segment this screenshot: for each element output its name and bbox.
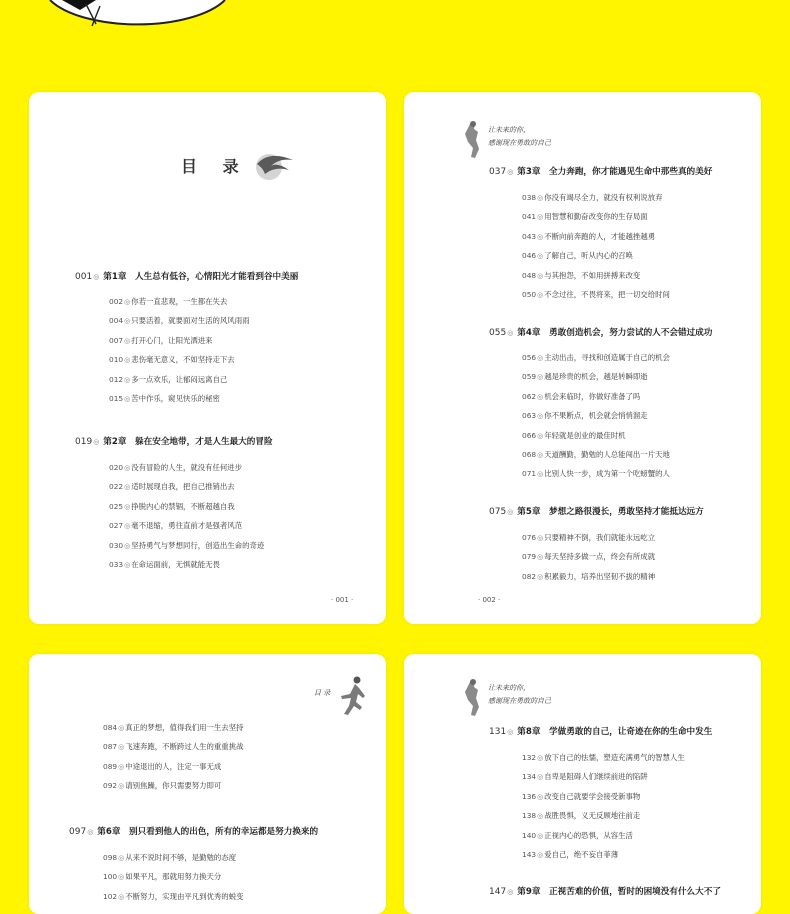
chapter-heading[interactable] [489,165,712,177]
circle-bullet-icon: ◎ [124,502,131,511]
list-item[interactable] [103,741,243,760]
circle-bullet-icon: ◎ [537,754,544,762]
circle-bullet-icon: ◎ [124,336,131,345]
item-title: 多一点欢乐，让郁闷远离自己 [131,374,228,384]
chapter-title: 第4章 勇敢创造机会，努力尝试的人不会错过成功 [517,328,713,338]
circle-bullet-icon: ◎ [118,724,125,732]
circle-bullet-icon: ◎ [93,273,100,281]
circle-bullet-icon: ◎ [537,831,544,840]
circle-bullet-icon: ◎ [537,534,544,542]
page-number: · 001 · [331,596,354,604]
circle-bullet-icon: ◎ [507,329,514,337]
circle-bullet-icon: ◎ [537,271,544,280]
list-item[interactable] [522,270,670,289]
page-number: · 002 · [478,596,501,604]
running-header-line: 目 录 [314,689,331,697]
circle-bullet-icon: ◎ [118,762,125,771]
toc-page-002 [404,92,761,624]
item-page-number: 138 [522,811,537,821]
section-list [109,462,264,578]
circle-bullet-icon: ◎ [124,541,131,550]
item-title: 悲伤毫无意义，不如坚持走下去 [131,355,235,365]
list-item[interactable] [109,335,249,354]
item-title: 用智慧和勤奋改变你的生存局面 [544,212,648,222]
chapter-page-number: 131 [489,727,507,737]
list-item[interactable] [522,449,670,468]
circle-bullet-icon: ◎ [124,464,131,472]
list-item[interactable] [103,780,243,799]
circle-bullet-icon: ◎ [124,298,131,306]
item-page-number: 033 [109,559,124,569]
item-title: 积累毅力，培养出坚韧不拔的精神 [544,571,656,581]
circle-bullet-icon: ◎ [537,450,544,459]
list-item[interactable] [109,374,249,393]
item-page-number: 076 [522,533,537,542]
item-page-number: 132 [522,753,537,762]
section-list [109,296,249,412]
circle-bullet-icon: ◎ [507,168,514,176]
circle-bullet-icon: ◎ [507,888,514,896]
item-page-number: 136 [522,791,537,801]
item-page-number: 056 [522,353,537,362]
list-item[interactable] [522,849,685,868]
chapter-heading[interactable] [75,270,298,282]
list-item[interactable] [522,192,670,211]
list-item[interactable] [103,761,243,780]
circle-bullet-icon: ◎ [537,354,544,362]
circle-bullet-icon: ◎ [118,743,125,752]
item-page-number: 038 [522,193,537,202]
circle-bullet-icon: ◎ [537,792,544,801]
circle-bullet-icon: ◎ [537,553,544,562]
list-item[interactable] [522,231,670,250]
list-item[interactable] [103,891,243,910]
chapter-heading[interactable] [489,326,712,338]
chapter-heading[interactable] [69,825,318,837]
list-item[interactable] [522,810,685,829]
item-title: 中途退出的人，注定一事无成 [125,761,222,771]
item-page-number: 041 [522,212,537,222]
item-page-number: 002 [109,297,124,306]
circle-bullet-icon: ◎ [124,560,131,569]
section-list [522,532,655,590]
list-item[interactable] [109,315,249,334]
item-title: 自卑是阻碍人们继续前进的陷阱 [544,772,648,782]
list-item[interactable] [522,211,670,230]
circle-bullet-icon: ◎ [507,728,514,736]
item-title: 从来不说时间不够，是勤勉的态度 [125,853,237,862]
circle-bullet-icon: ◎ [537,194,544,202]
circle-bullet-icon: ◎ [537,392,544,401]
list-item[interactable] [522,410,670,429]
circle-bullet-icon: ◎ [124,483,131,492]
section-list [103,852,243,910]
list-item[interactable] [522,752,685,771]
item-title: 只要精神不倒，我们就能永远屹立 [544,533,656,542]
circle-bullet-icon: ◎ [537,470,544,479]
toc-page-001 [29,92,386,624]
list-item[interactable] [109,540,264,559]
item-title: 毫不退缩，勇往直前才是强者风范 [131,521,243,531]
running-header [488,124,551,150]
item-title: 天道酬勤，勤勉的人总能闯出一片天地 [544,449,670,459]
item-page-number: 027 [109,521,124,531]
circle-bullet-icon: ◎ [87,828,94,836]
chapter-page-number: 001 [75,272,93,282]
top-decoration [0,0,790,60]
item-title: 机会来临时，你做好准备了吗 [544,391,641,401]
running-header [314,687,330,700]
chapter-page-number: 075 [489,507,507,517]
toc-title-text: 目 录 [181,156,249,176]
circle-bullet-icon: ◎ [124,522,131,531]
item-page-number: 063 [522,411,537,421]
list-item[interactable] [522,532,655,551]
chapter-page-number: 097 [69,827,87,837]
circle-bullet-icon: ◎ [537,232,544,241]
item-page-number: 143 [522,849,537,859]
toc-page-003 [29,654,386,914]
item-page-number: 089 [103,761,118,771]
item-page-number: 079 [522,552,537,562]
item-page-number: 100 [103,872,118,882]
item-page-number: 046 [522,251,537,261]
list-item[interactable] [109,559,264,578]
climber-figure-icon [462,120,482,160]
item-page-number: 066 [522,430,537,440]
item-title: 了解自己，听从内心的召唤 [544,251,633,261]
item-title: 挣脱内心的禁锢，不断超越自我 [131,501,235,511]
chapter-heading[interactable] [489,505,704,517]
item-page-number: 102 [103,891,118,901]
runner-figure-icon [336,674,366,716]
list-item[interactable] [522,371,670,390]
running-header-line: 感谢现在勇敢的自己 [488,697,551,705]
item-page-number: 062 [522,391,537,401]
item-title: 你若一直悲观，一生都在失去 [131,297,228,306]
item-title: 正视内心的恐惧，从容生活 [544,830,633,840]
chapter-title: 第3章 全力奔跑，你才能遇见生命中那些真的美好 [517,167,713,177]
item-title: 主动出击，寻找和创造属于自己的机会 [544,353,670,362]
list-item[interactable] [522,430,670,449]
list-item[interactable] [109,296,249,315]
item-page-number: 071 [522,469,537,479]
item-title: 越是珍贵的机会，越是转瞬即逝 [544,372,648,382]
list-item[interactable] [109,520,264,539]
chapter-page-number: 055 [489,328,507,338]
climber-figure-icon [462,678,482,718]
item-title: 真正的梦想，值得我们用一生去坚持 [125,723,244,732]
chapter-page-number: 037 [489,167,507,177]
item-page-number: 134 [522,772,537,782]
list-item[interactable] [103,852,243,871]
item-page-number: 068 [522,449,537,459]
item-title: 没有冒险的人生，就没有任何进步 [131,463,243,472]
list-item[interactable] [103,871,243,890]
list-item[interactable] [522,571,655,590]
item-page-number: 025 [109,501,124,511]
item-title: 爱自己，绝不妄自菲薄 [544,849,619,859]
circle-bullet-icon: ◎ [507,508,514,516]
item-page-number: 022 [109,482,124,492]
list-item[interactable] [522,830,685,849]
item-page-number: 082 [522,571,537,581]
item-title: 苦中作乐，窥见快乐的秘密 [131,393,220,403]
toc-page-004 [404,654,761,914]
circle-bullet-icon: ◎ [118,854,125,862]
list-item[interactable] [522,250,670,269]
item-page-number: 007 [109,335,124,345]
chapter-heading[interactable] [489,725,712,737]
item-title: 你不果断点，机会就会悄悄溜走 [544,411,648,421]
item-title: 如果平凡，那就用努力换天分 [125,872,222,882]
item-title: 放下自己的怯懦，塑造充满勇气的智慧人生 [544,753,685,762]
item-title: 与其抱怨，不如用拼搏来改变 [544,270,641,280]
item-title: 比别人快一步，成为第一个吃螃蟹的人 [544,469,670,479]
chapter-title: 第9章 正视苦难的价值，暂时的困境没有什么大不了 [517,887,721,897]
item-page-number: 020 [109,463,124,472]
running-header-line: 让未来的你， [488,684,530,692]
chapter-title: 第1章 人生总有低谷，心情阳光才能看到谷中美丽 [103,272,299,282]
circle-bullet-icon: ◎ [124,394,131,403]
circle-bullet-icon: ◎ [118,892,125,901]
list-item[interactable] [109,354,249,373]
section-list [522,752,685,868]
item-page-number: 012 [109,374,124,384]
running-header [488,682,551,708]
chapter-title: 第2章 躲在安全地带，才是人生最大的冒险 [103,437,273,447]
item-page-number: 140 [522,830,537,840]
item-page-number: 010 [109,355,124,365]
circle-bullet-icon: ◎ [537,572,544,581]
item-title: 每天坚持多做一点，终会有所成就 [544,552,656,562]
list-item[interactable] [522,791,685,810]
circle-bullet-icon: ◎ [537,412,544,421]
item-page-number: 043 [522,231,537,241]
circle-bullet-icon: ◎ [118,782,125,791]
list-item[interactable] [522,391,670,410]
item-title: 改变自己就要学会接受新事物 [544,791,641,801]
list-item[interactable] [109,393,249,412]
item-page-number: 087 [103,742,118,752]
item-title: 在命运面前，无惧就能无畏 [131,559,220,569]
item-title: 不断向前奔跑的人，才能越挫越勇 [544,231,656,241]
chapter-page-number: 019 [75,437,93,447]
toc-title [181,148,297,182]
item-title: 不念过往，不畏将来，把一切交给时间 [544,289,670,299]
item-title: 打开心门，让阳光洒进来 [131,335,213,345]
item-page-number: 059 [522,372,537,382]
section-list [522,352,670,488]
circle-bullet-icon: ◎ [118,873,125,882]
item-page-number: 015 [109,393,124,403]
item-title: 坚持勇气与梦想同行，创造出生命的奇迹 [131,540,265,550]
item-title: 请别焦躁，你只需要努力即可 [125,781,222,791]
circle-bullet-icon: ◎ [124,375,131,384]
list-item[interactable] [103,722,243,741]
item-title: 只要活着，就要面对生活的风风雨雨 [131,316,250,326]
item-title: 适时展现自我，把自己推销出去 [131,482,235,492]
list-item[interactable] [522,289,670,308]
item-title: 战胜畏惧，义无反顾地往前走 [544,811,641,821]
item-title: 年轻就是创业的最佳时机 [544,430,626,440]
list-item[interactable] [109,462,264,481]
item-page-number: 084 [103,723,118,732]
item-title: 不断努力，实现由平凡到优秀的蜕变 [125,891,244,901]
circle-bullet-icon: ◎ [93,438,100,446]
chapter-page-number: 147 [489,887,507,897]
circle-bullet-icon: ◎ [537,213,544,222]
item-title: 飞速奔跑，不断跨过人生的重重挑战 [125,742,244,752]
item-page-number: 048 [522,270,537,280]
list-item[interactable] [522,771,685,790]
chapter-title: 第6章 别只看到他人的出色，所有的幸运都是努力换来的 [97,827,319,837]
item-page-number: 004 [109,316,124,326]
section-list [103,722,243,800]
section-list [522,192,670,308]
list-item[interactable] [109,481,264,500]
circle-bullet-icon: ◎ [537,290,544,299]
item-page-number: 030 [109,540,124,550]
item-page-number: 092 [103,781,118,791]
circle-bullet-icon: ◎ [537,850,544,859]
chapter-heading[interactable] [75,435,273,447]
chapter-heading[interactable] [489,885,721,897]
list-item[interactable] [109,501,264,520]
item-page-number: 098 [103,853,118,862]
swirl-figure-icon [249,148,297,182]
list-item[interactable] [522,352,670,371]
chapter-title: 第8章 学做勇敢的自己，让奇迹在你的生命中发生 [517,727,713,737]
chapter-title: 第5章 梦想之路很漫长，勇敢坚持才能抵达远方 [517,507,704,517]
circle-bullet-icon: ◎ [124,317,131,326]
circle-bullet-icon: ◎ [124,356,131,365]
item-title: 你没有竭尽全力，就没有权利说放弃 [544,193,663,202]
running-header-line: 让未来的你， [488,126,530,134]
circle-bullet-icon: ◎ [537,252,544,261]
list-item[interactable] [522,468,670,487]
circle-bullet-icon: ◎ [537,431,544,440]
circle-bullet-icon: ◎ [537,773,544,782]
circle-bullet-icon: ◎ [537,373,544,382]
list-item[interactable] [522,551,655,570]
item-page-number: 050 [522,289,537,299]
running-header-line: 感谢现在勇敢的自己 [488,139,551,147]
circle-bullet-icon: ◎ [537,812,544,821]
